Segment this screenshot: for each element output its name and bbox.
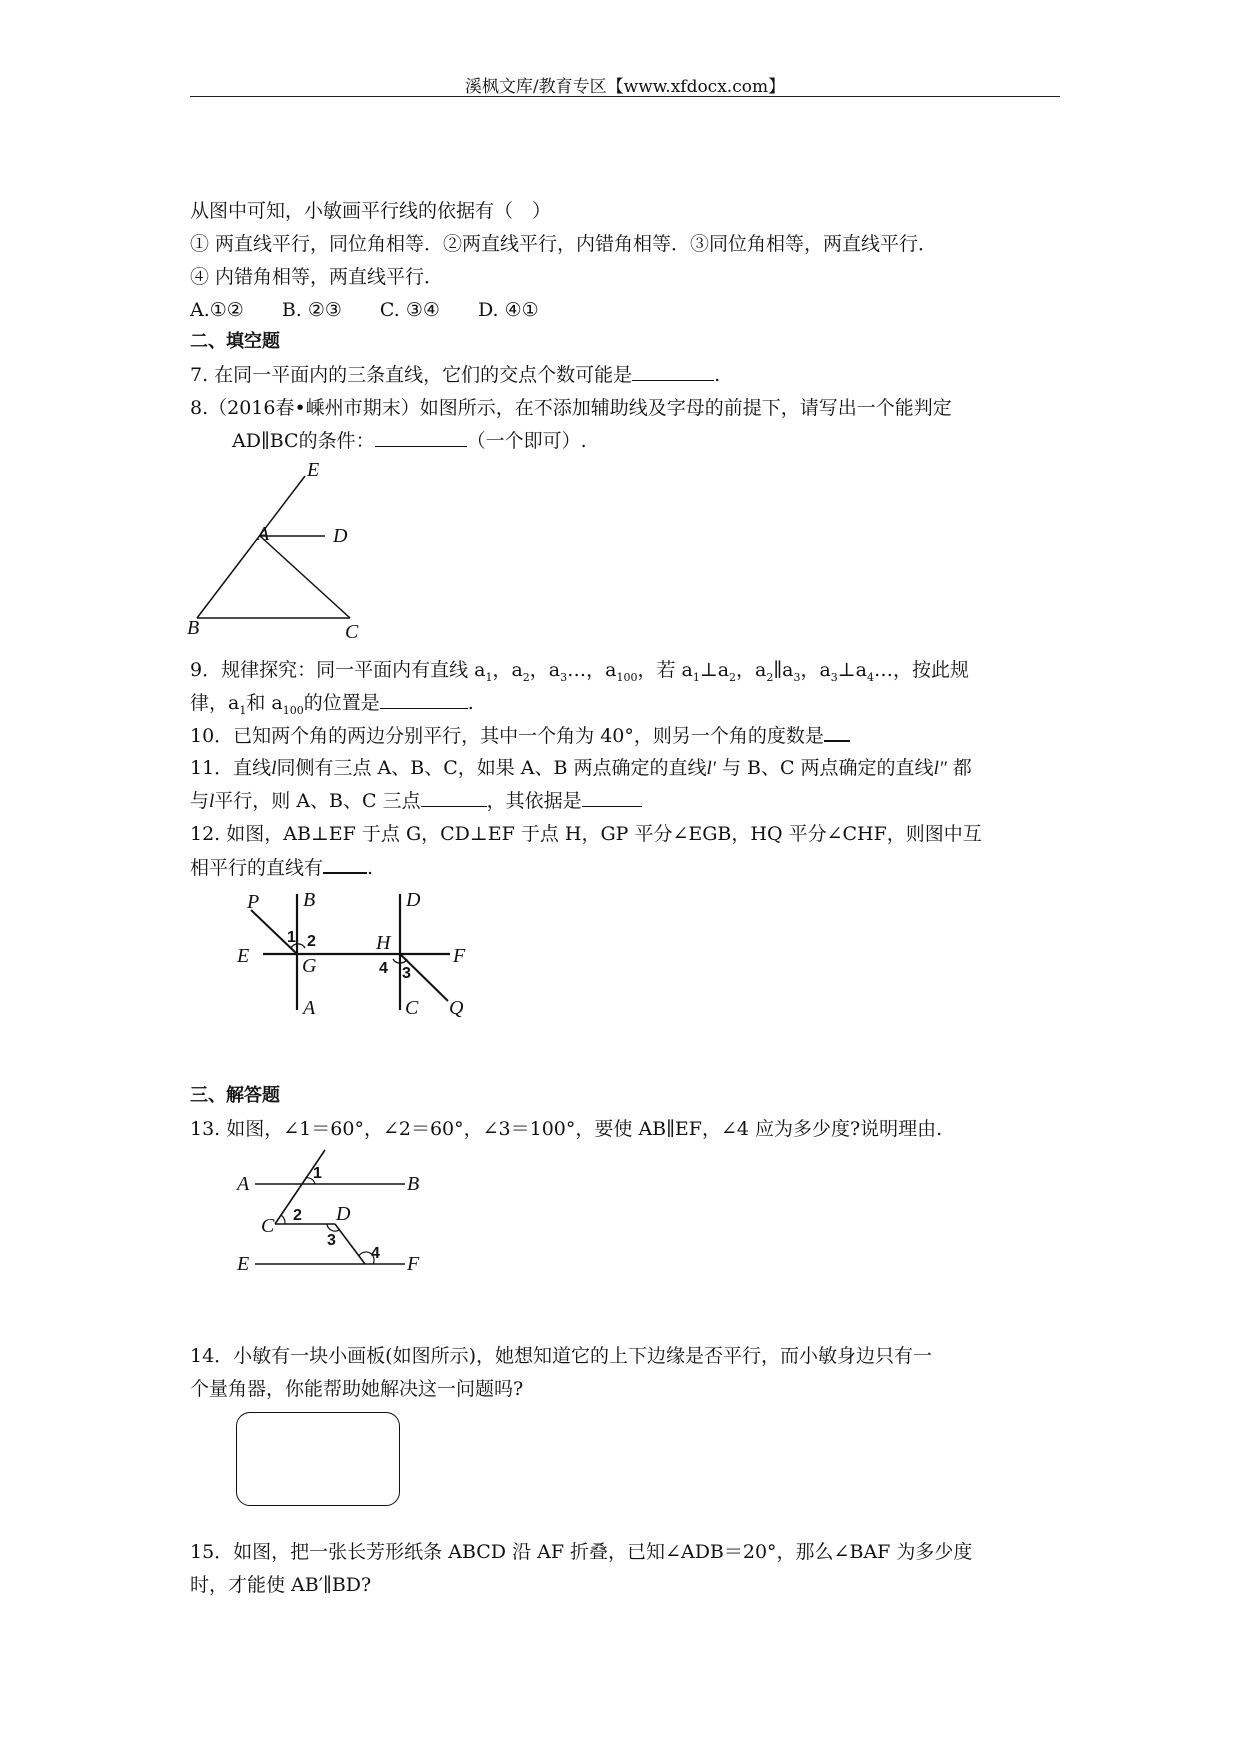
q12-label-angle3: 3 xyxy=(402,965,411,982)
q11-text-d: 都 xyxy=(946,757,972,779)
q13-segment-df xyxy=(335,1224,365,1264)
q9-sub: 4 xyxy=(867,670,874,684)
q9-text-b: ，a xyxy=(492,659,523,681)
q13-label-angle1: 1 xyxy=(313,1165,322,1182)
q9-text-f: ⊥a xyxy=(699,659,730,681)
q6-options-line1: ① 两直线平行，同位角相等．②两直线平行，内错角相等．③同位角相等，两直线平行． xyxy=(190,233,938,255)
q9-sub: 3 xyxy=(560,670,568,684)
q9-text-a: 9．规律探究：同一平面内有直线 a xyxy=(190,659,486,681)
q8-label-b: B xyxy=(187,617,200,639)
q12-label-h: H xyxy=(376,932,391,954)
q15-line1: 15．如图，把一张长芳形纸条 ABCD 沿 AF 折叠，已知∠ADB＝20°，那么∠BAF 为多少度 xyxy=(190,1541,973,1563)
q9-sub: 100 xyxy=(282,703,304,717)
header-rule xyxy=(190,96,1060,97)
q9-text-e: ，若 a xyxy=(637,659,693,681)
q13-text: 13. 如图，∠1＝60°，∠2＝60°，∠3＝100°，要使 AB∥EF，∠4 应为多少度?说明理由. xyxy=(190,1118,943,1140)
q13-label-d: D xyxy=(336,1203,351,1225)
q9-line2 xyxy=(190,690,474,724)
q11-text-e: 与 xyxy=(190,790,210,812)
q9-text-n: 的位置是 xyxy=(303,692,380,714)
q9-sub: 3 xyxy=(793,670,801,684)
q7 xyxy=(190,362,720,388)
q9-text-k: …，按此规 xyxy=(874,659,970,681)
q13-label-angle2: 2 xyxy=(293,1207,302,1224)
q15-line2: 时，才能使 AB′∥BD? xyxy=(190,1574,372,1596)
q12-label-b: B xyxy=(303,889,316,911)
q8-line2 xyxy=(232,428,587,454)
q11-line-lprime: l′ xyxy=(706,758,716,779)
q12-label-q: Q xyxy=(449,997,464,1019)
q9-sub: 1 xyxy=(485,670,493,684)
q9-text-d: …，a xyxy=(567,659,617,681)
q9-sub: 2 xyxy=(766,670,774,684)
q12-label-angle1: 1 xyxy=(287,929,296,946)
q9-text-j: ⊥a xyxy=(837,659,867,681)
q13-angle-arc-2 xyxy=(281,1215,285,1224)
q13-label-c: C xyxy=(261,1215,275,1237)
q8-label-c: C xyxy=(345,621,359,643)
q13-figure xyxy=(235,1148,435,1276)
q11-line-l: l xyxy=(271,758,277,779)
q9-sub: 2 xyxy=(522,670,530,684)
q11-line-ldoubleprime: l″ xyxy=(933,758,947,779)
section-fill-blank-title: 二、填空题 xyxy=(190,331,280,352)
q6-choices: A.①② B. ②③ C. ③④ D. ④① xyxy=(190,299,539,321)
q12-label-angle4: 4 xyxy=(379,960,388,977)
q9-text-c: ，a xyxy=(529,659,561,681)
q7-answer-blank xyxy=(632,362,714,381)
drawing-board-figure xyxy=(236,1412,400,1506)
q12-label-d: D xyxy=(406,889,421,911)
q7-text: 7. 在同一平面内的三条直线，它们的交点个数可能是 xyxy=(190,364,633,386)
q9-text-m: 和 a xyxy=(246,692,283,714)
q6-options-line2: ④ 内错角相等，两直线平行． xyxy=(190,266,444,288)
q9-answer-blank xyxy=(380,690,468,709)
page-header: 溪枫文库/教育专区【www.xfdocx.com】 xyxy=(464,77,786,97)
q13-label-a: A xyxy=(237,1173,250,1195)
q12-label-c: C xyxy=(405,997,419,1019)
q11-text-g: ，其依据是 xyxy=(486,790,582,812)
q12-end: . xyxy=(367,857,374,879)
q9-text-l: 律，a xyxy=(190,692,240,714)
q9-sub: 100 xyxy=(616,670,638,684)
q12-label-p: P xyxy=(247,891,260,913)
q13-label-e: E xyxy=(237,1253,250,1275)
q11-text-b: 同侧有三点 A、B、C，如果 A、B 两点确定的直线 xyxy=(276,757,707,779)
q12-label-angle2: 2 xyxy=(307,933,316,950)
q11-text-c: 与 B、C 两点确定的直线 xyxy=(715,757,934,779)
q8-figure xyxy=(185,458,375,648)
q12-figure xyxy=(235,886,475,1019)
q9-line1 xyxy=(190,657,969,691)
q13-label-f: F xyxy=(407,1253,420,1275)
q10-text: 10．已知两个角的两边分别平行，其中一个角为 40°，则另一个角的度数是 xyxy=(190,725,824,747)
q12-label-f: F xyxy=(453,945,466,967)
q11-line2 xyxy=(190,788,642,815)
q12-label-a: A xyxy=(303,997,316,1019)
q14-line2: 个量角器，你能帮助她解决这一问题吗? xyxy=(190,1378,524,1400)
q13-label-angle4: 4 xyxy=(371,1245,380,1262)
q9-sub: 2 xyxy=(729,670,737,684)
q10 xyxy=(190,722,850,749)
q8-answer-blank xyxy=(375,428,467,447)
q8-line-eb xyxy=(197,476,305,618)
section-answer-title: 三、解答题 xyxy=(190,1085,280,1106)
q12-label-g: G xyxy=(302,955,317,977)
q11-line1 xyxy=(190,755,972,782)
q9-sub: 1 xyxy=(239,703,247,717)
q11-answer-blank-2 xyxy=(582,788,642,807)
q14-line1: 14．小敏有一块小画板(如图所示)，她想知道它的上下边缘是否平行，而小敏身边只有一 xyxy=(190,1345,933,1367)
q13-label-angle3: 3 xyxy=(327,1232,336,1249)
q12-answer-blank xyxy=(323,854,367,874)
q8-line2-pre: AD∥BC的条件： xyxy=(232,430,375,452)
q8-label-d: D xyxy=(333,525,348,547)
q11-text-a: 11．直线 xyxy=(190,757,272,779)
q12-label-e: E xyxy=(237,945,250,967)
q8-label-e: E xyxy=(307,459,320,481)
q12-text: 相平行的直线有 xyxy=(190,857,324,879)
q11-line-l: l xyxy=(209,791,215,812)
q8-label-a: A xyxy=(257,523,270,545)
q12-line1: 12. 如图，AB⊥EF 于点 G，CD⊥EF 于点 H，GP 平分∠EGB，HQ 平分∠CHF，则图中互 xyxy=(190,823,982,845)
q9-sub: 3 xyxy=(830,670,838,684)
q11-text-f: 平行，则 A、B、C 三点 xyxy=(214,790,421,812)
q12-line2 xyxy=(190,854,373,881)
q9-text-g: ，a xyxy=(736,659,767,681)
q10-answer-blank xyxy=(824,722,850,742)
q8-line1: 8.（2016春•嵊州市期末）如图所示，在不添加辅助线及字母的前提下，请写出一个能判定 xyxy=(190,397,952,419)
q7-end: . xyxy=(714,364,721,386)
q9-text-o: . xyxy=(467,692,474,714)
q13-label-b: B xyxy=(407,1173,420,1195)
q6-stem: 从图中可知，小敏画平行线的依据有（ ） xyxy=(190,200,552,222)
q11-answer-blank-1 xyxy=(421,788,487,807)
q8-line2-post: （一个即可）. xyxy=(466,430,587,452)
q9-text-h: ∥a xyxy=(773,659,794,681)
q9-text-i: ，a xyxy=(800,659,831,681)
q9-sub: 1 xyxy=(692,670,700,684)
q8-line-ac xyxy=(260,536,350,618)
